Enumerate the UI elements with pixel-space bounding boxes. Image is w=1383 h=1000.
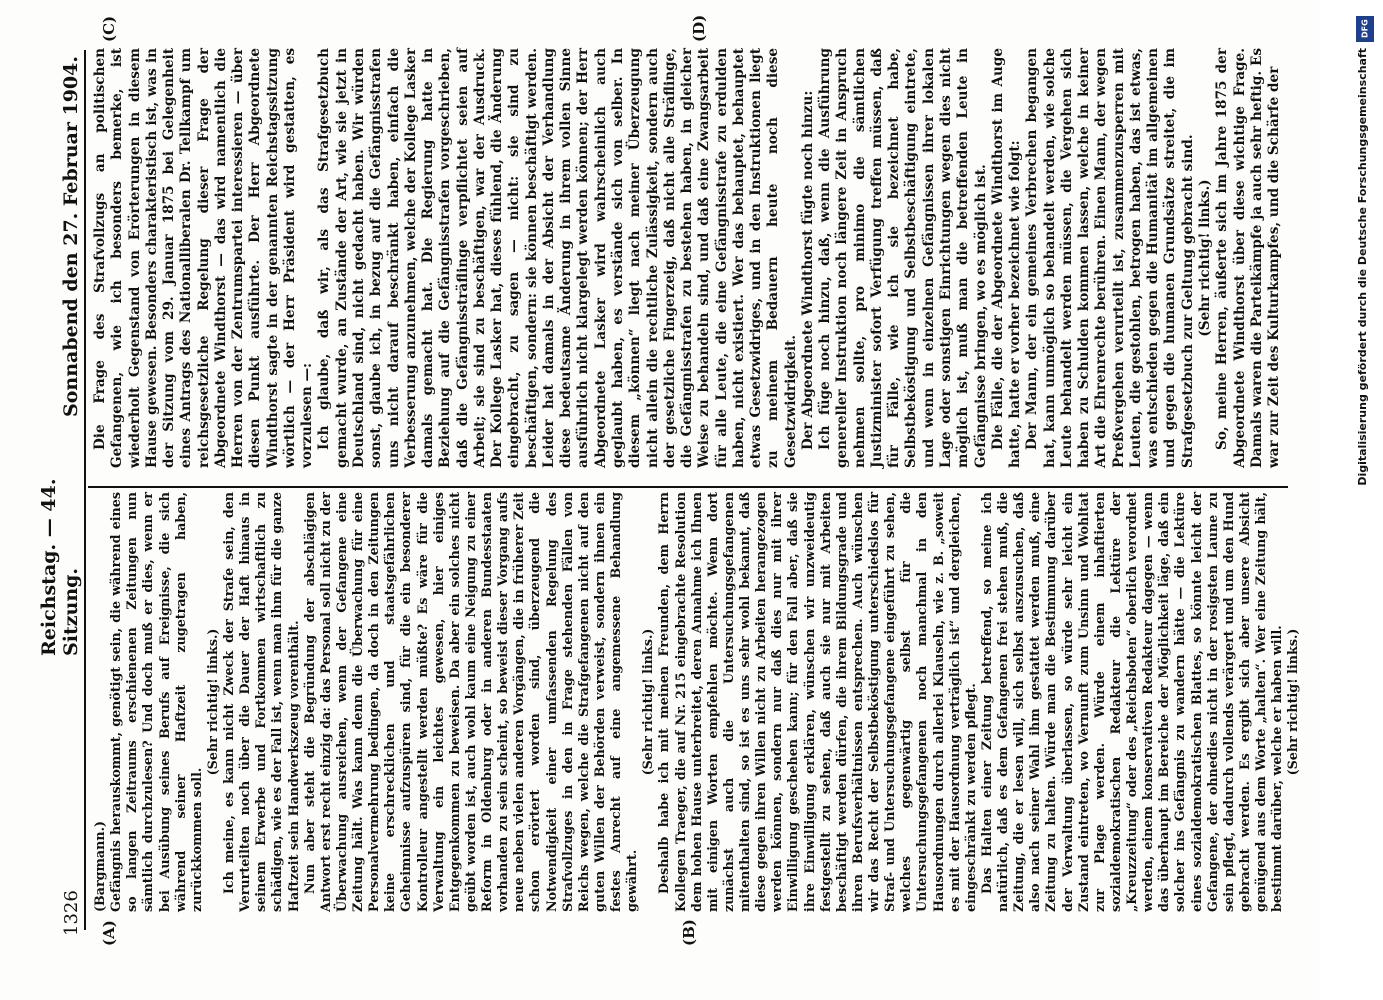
dfg-logo-icon: DFG — [1356, 16, 1374, 42]
interjection: (Sehr richtig! links.) — [1285, 628, 1301, 776]
page-number: 1326 — [61, 890, 82, 936]
paragraph: Nun aber steht die Begründung der abschlägigen Antwort erst recht einzig da: das Personal soll nicht zu der Überwachung ausreichen, wenn der Gefangene eine Zeitung hält. Was kann denn die Überwachung für eine Personalvermehrung bedingen, da doch in den Zeitungen keine erschrecklichen und staatsgefährlichen Geheimnisse aufzuspüren sind, für die ein besonderer Kontrolleur angestellt werden müßte? Es wäre für die Verwaltung ein leichtes gewesen, hier einiges Entgegenkommen zu beweisen. Da aber ein solches nicht geübt worden ist, auch wohl kaum eine Neigung zu einer Reform in Oldenburg oder in anderen Bundesstaaten vorhanden zu sein scheint, so beweist dieser Vorgang aufs neue neben vielen anderen Vorgängen, die in früherer Zeit schon erörtert worden sind, überzeugend die Notwendigkeit einer umfassenden Regelung des Strafvollzuges in den in Frage stehenden Fällen von Reichs wegen, welche die Strafgefangenen nicht auf den guten Willen der Behörden verweist, sondern ihnen ein festes Anrecht auf eine angemessene Behandlung gewährt. — [301, 492, 640, 912]
paragraph: So, meine Herren, äußerte sich im Jahre 1875 der Abgeordnete Windthorst über diese wichtige Frage. Damals waren die Parteikämpfe ja auch sehr heftig. Es war zur Zeit des Kulturkampfes, und die Schärfe der — [1214, 48, 1283, 468]
column-divider — [88, 486, 1288, 488]
interjection: (Sehr richtig! links.) — [640, 628, 656, 776]
digitization-credit: Digitalisierung gefördert durch die Deutsche Forschungsgemeinschaft — [1356, 48, 1369, 486]
quotation: Der Mann, der ein gemeines Verbrechen begangen hat, kann unmöglich so behandelt werden, wie solche Leute behandelt werden müssen, die Vergehen sich haben zu Schulden kommen lassen, welche in keiner Art die Ehrenrechte berühren. Einen Mann, der wegen Preßvergehen verurteilt ist, zusammenzusperren mit Leuten, die gestohlen, betrogen haben, das ist etwas, was entschieden gegen die Humanität im allgemeinen und gegen die humanen Grundsätze streitet, die im Strafgesetzbuch zur Geltung gebracht sind. — [1024, 48, 1196, 468]
page-header — [38, 56, 82, 936]
running-head: Reichstag. — 44. Sitzung. — [38, 478, 82, 656]
paragraph: Das Halten einer Zeitung betreffend, so meine ich natürlich, daß es dem Gefangenen frei stehen muß, die Zeitung, die er lesen will, sich selbst auszusuchen, daß also nach seiner Wahl ihm gestattet werden muß, eine Zeitung zu halten. Würde man die Bestimmung darüber der Verwaltung überlassen, so würde sehr leicht ein Zustand eintreten, wo Vernunft zum Unsinn und Wohltat zur Plage werden. Würde einem inhaftierten sozialdemokratischen Redakteur die Lektüre der „Kreuzzeitung“ oder des „Reichsboten“ oberlich verordnet werden, einem konservativen Redakteur dagegen — wenn das überhaupt im Bereiche der Möglichkeit läge, daß ein solcher ins Gefängnis zu wandern hätte — die Lektüre eines sozialdemokratischen Blattes, so könnte leicht der Gefangene, der ohnedies nicht in der rosigsten Laune zu sein pflegt, dadurch vollends verärgert und um den Hund gebracht werden. Es ergibt sich aber unsere Absicht genügend aus dem Worte „halten“. Wer eine Zeitung hält, bestimmt darüber, welche er haben will. — [978, 492, 1285, 912]
paragraph: Gefängnis herauskommt, genötigt sein, die während eines so langen Zeitraums erschienenen Zeitungen nun sämtlich durchzulesen? Und doch muß er dies, wenn er bei Ausübung seines Berufs auf Ereignisse, die sich während seiner Haftzeit zugetragen haben, zurückkommen soll. — [108, 492, 204, 912]
paragraph: Die Fälle, die der Abgeordnete Windthorst im Auge hatte, hatte er vorher bezeichnet wie folgt: — [989, 48, 1024, 468]
margin-marker-a: (A) — [100, 920, 118, 946]
speaker-tag: (Bargmann.) — [92, 820, 107, 912]
header-rule — [84, 50, 86, 930]
session-date: Sonnabend den 27. Februar 1904. — [60, 56, 82, 417]
paragraph: Deshalb habe ich mit meinen Freunden, dem Herrn Kollegen Traeger, die auf Nr. 215 eingebrachte Resolution dem hohen Hause unterbreitet, deren Annahme ich Ihnen mit einigen Worten empfehlen möchte. Wenn dort zunächst auch die Untersuchungsgefangenen mitenthalten sind, so ist es uns sehr wohl bekannt, daß diese gegen ihren Willen nicht zu Arbeiten herangezogen werden können, sondern nur daß dies nur mit ihrer Einwilligung geschehen kann; für den Fall aber, daß sie ihre Einwilligung erklären, wünschen wir unzweideutig festgestellt zu sehen, daß auch sie nur mit Arbeiten beschäftigt werden dürfen, die ihrem Bildungsgrade und ihren Berufsverhältnissen entsprechen. Auch wünschen wir das Recht der Selbstbeköstigung unterschiedslos für Straf- und Untersuchungsgefangene eingeführt zu sehen, welches gegenwärtig selbst für die Untersuchungsgefangenen noch manchmal in den Hausordnungen durch allerlei Klauseln, wie z. B. „soweit es mit der Hausordnung verträglich ist“ und dergleichen, eingeschränkt zu werden pflegt. — [656, 492, 978, 912]
quotation: Ich glaube, daß wir, als das Strafgesetzbuch gemacht wurde, an Zustände der Art, wie sie jetzt in Deutschland sind, nicht gedacht haben. Wir würden sonst, glaube ich, in bezug auf die Gefängnisstrafen uns nicht darauf beschränkt haben, einfach die Verbesserung anzunehmen, welche der Kollege Lasker damals gemacht hat. Die Regierung hatte in Beziehung auf die Gefängnisstrafen vorgeschrieben, daß die Gefängnissträflinge verpflichtet seien auf Arbeit; sie sind zu beschäftigen, war der Ausdruck. Der Kollege Lasker hat, dieses fühlend, die Änderung eingebracht, zu sagen — nicht: sie sind zu beschäftigen, sondern: sie können beschäftigt werden. Leider hat damals in der Absicht der Verhandlung diese bedeutsame Änderung in ihrem vollen Sinne ausführlich nicht klargelegt werden können; der Herr Abgeordnete Lasker wird wahrscheinlich auch geglaubt haben, es verstände sich von selber. In diesem „können“ liegt nach meiner Überzeugung nicht allein die rechtliche Zulässigkeit, sondern auch der gesetzliche Fingerzeig, daß nicht alle Sträflinge, die Gefängnisstrafen zu bestehen haben, in gleicher Weise zu behandeln sind, und daß eine Zwangsarbeit für alle Leute, die eine Gefängnisstrafe zu erdulden haben, nicht existiert. Wer das behauptet, behauptet etwas Gesetzwidriges, und in den Instruktionen liegt zu meinem Bedauern heute noch diese Gesetzwidrigkeit. — [316, 48, 799, 468]
margin-marker-d: (D) — [690, 14, 708, 42]
paragraph: Ich meine, es kann nicht Zweck der Strafe sein, den Verurteilten noch über die Dauer der Haft hinaus in seinem Erwerbe und Fortkommen wirtschaftlich zu schädigen, wie es der Fall ist, wenn man ihm für die ganze Haftzeit sein Handwerkszeug vorenthält. — [221, 492, 301, 912]
interjection: (Sehr richtig! links.) — [204, 628, 220, 776]
paragraph: Die Frage des Strafvollzugs an politischen Gefangenen, wie ich besonders bemerke, ist wiederholt Gegenstand von Erörterungen in diesem Hause gewesen. Besonders charakteristisch ist, was in der Sitzung vom 29. Januar 1875 bei Gelegenheit eines Antrags des Nationalliberalen Dr. Tellkampf um reichsgesetzliche Regelung dieser Frage der Abgeordnete Windthorst — das wird namentlich die Herren von der Zentrumspartei interessieren — über diesen Punkt ausführte. Der Herr Abgeordnete Windthorst sagte in der genannten Reichstagssitzung wörtlich — der Herr Präsident wird gestatten, es vorzulesen —: — [92, 48, 316, 468]
margin-marker-c: (C) — [100, 15, 118, 42]
paragraph: Der Abgeordnete Windthorst fügte noch hinzu: — [799, 90, 816, 450]
left-column — [92, 492, 1301, 912]
interjection: (Sehr richtig! links.) — [1197, 179, 1213, 337]
right-column — [92, 48, 1283, 468]
margin-marker-b: (B) — [680, 919, 698, 946]
digitization-sidebar — [1352, 8, 1380, 992]
quotation: Ich füge noch hinzu, daß, wenn die Ausführung genereller Instruktion noch längere Zeit in Anspruch nehmen sollte, pro minimo die sämtlichen Justizminister sofort Verfügung treffen müssen, daß für Fälle, wie ich sie bezeichnet habe, Selbstbeköstigung und Selbstbeschäftigung eintrete, und wenn in einzelnen Gefängnissen ihrer lokalen Lage oder sonstigen Einrichtungen wegen dies nicht möglich ist, muß man die betreffenden Leute in Gefängnisse bringen, wo es möglich ist. — [817, 48, 989, 468]
